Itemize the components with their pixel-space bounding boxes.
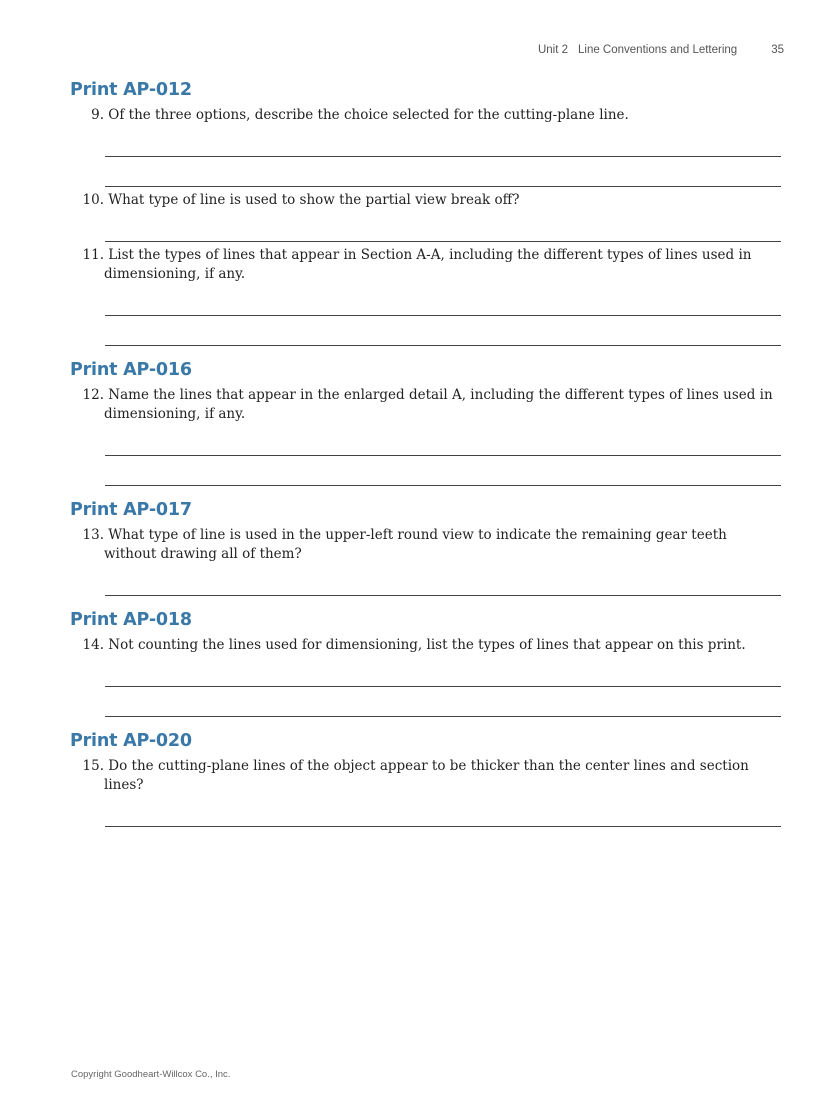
question	[70, 106, 782, 187]
question-prompt: Not counting the lines used for dimensioning, list the types of lines that appear on this print.	[108, 637, 746, 653]
answer-area	[105, 795, 782, 827]
question-number: 14.	[82, 637, 104, 653]
question-text	[70, 757, 782, 795]
answer-area	[105, 284, 782, 346]
question-text	[70, 526, 782, 564]
question-text	[70, 386, 782, 424]
question-text	[70, 246, 782, 284]
question-text	[70, 636, 782, 655]
answer-area	[105, 210, 782, 242]
question-prompt: Of the three options, describe the choice selected for the cutting-plane line.	[108, 107, 629, 123]
print-section	[70, 500, 782, 596]
print-section	[70, 360, 782, 486]
answer-line[interactable]	[105, 657, 781, 687]
answer-line[interactable]	[105, 286, 781, 316]
print-section	[70, 731, 782, 827]
running-header	[538, 44, 784, 56]
worksheet-content	[70, 80, 782, 841]
section-title: Print AP-012	[70, 80, 192, 100]
question-number: 11.	[82, 247, 104, 263]
print-section	[70, 80, 782, 346]
unit-label: Unit 2	[537, 44, 568, 56]
section-title: Print AP-017	[70, 500, 192, 520]
answer-line[interactable]	[105, 797, 781, 827]
answer-line[interactable]	[105, 426, 781, 456]
question	[70, 386, 782, 486]
question	[70, 246, 782, 346]
print-section	[70, 610, 782, 717]
answer-line[interactable]	[105, 456, 781, 486]
answer-area	[105, 424, 782, 486]
question-number: 10.	[82, 192, 104, 208]
answer-line[interactable]	[105, 687, 781, 717]
answer-area	[105, 564, 782, 596]
answer-line[interactable]	[105, 157, 781, 187]
answer-line[interactable]	[105, 566, 781, 596]
section-title: Print AP-018	[70, 610, 192, 630]
question-number: 12.	[82, 387, 104, 403]
question	[70, 191, 782, 242]
question-text	[70, 106, 782, 125]
question-prompt: List the types of lines that appear in Section A-A, including the different types of lines used in dimensioning, if any.	[104, 247, 752, 282]
question-number: 15.	[82, 758, 104, 774]
question-prompt: Do the cutting-plane lines of the object appear to be thicker than the center lines and section lines?	[104, 758, 749, 793]
answer-line[interactable]	[105, 316, 781, 346]
question-number: 13.	[82, 527, 104, 543]
copyright-footer: Copyright Goodheart-Willcox Co., Inc.	[71, 1069, 231, 1080]
section-title: Print AP-020	[70, 731, 192, 751]
answer-line[interactable]	[105, 212, 781, 242]
question-prompt: What type of line is used in the upper-left round view to indicate the remaining gear teeth without drawing all of them?	[104, 527, 727, 562]
question-prompt: What type of line is used to show the partial view break off?	[108, 192, 520, 208]
section-title: Print AP-016	[70, 360, 192, 380]
question-number: 9.	[91, 107, 104, 123]
question-prompt: Name the lines that appear in the enlarged detail A, including the different types of lines used in dimensioning, if any.	[104, 387, 773, 422]
answer-line[interactable]	[105, 127, 781, 157]
question	[70, 757, 782, 827]
answer-area	[105, 655, 782, 717]
question	[70, 636, 782, 717]
answer-area	[105, 125, 782, 187]
page-number: 35	[771, 44, 784, 56]
question	[70, 526, 782, 596]
question-text	[70, 191, 782, 210]
chapter-title: Line Conventions and Lettering	[578, 44, 738, 56]
